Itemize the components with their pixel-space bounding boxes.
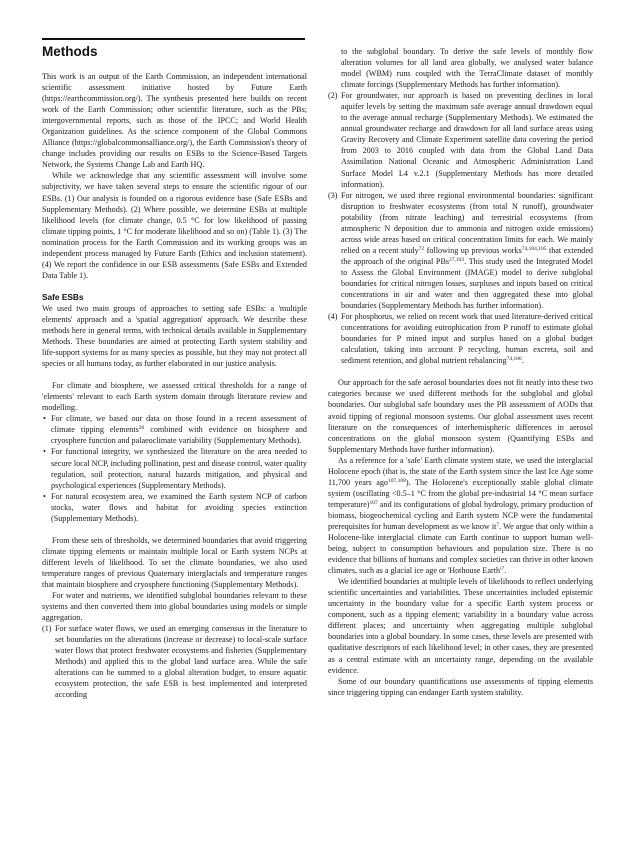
paragraph-aerosols: Our approach for the safe aerosol boundaries does not fit neatly into these two categories because we used different methods for the subglobal and global boundaries. Our subglobal safe boundary uses the PB assessment of AODs that avoid tipping of regional monsoon systems. Our global assessment uses recent literature on the consequences of interhemispheric differences in aerosol concentrations on the global monsoon system (Quantifying ESBs and Supplementary Methods have further information). xyxy=(328,378,593,454)
numbered-list xyxy=(42,623,307,700)
paragraph-tipping: Some of our boundary quantifications use assessments of tipping elements since triggering tipping can endanger Earth system stability. xyxy=(328,676,593,697)
list-item: (1) For surface water flows, we used an emerging consensus in the literature to set boundaries on the alterations (increase or decrease) to local-scale surface water flows that protect freshwater ecosystems and fisheries (Supplementary Methods) and applied this to the global land surface area. While the safe alterations can be summed to a global alteration budget, to ensure aquatic ecosystem protection, the safe ESB is best implemented and interpreted according xyxy=(42,624,307,700)
paragraph-likelihoods: We identified boundaries at multiple levels of likelihoods to reflect underlying scientific uncertainties and variabilities. These uncertainties included epistemic uncertainty in the boundary value for a specific Earth system process or component, such as a tipping element; variability in a boundary value across different places; and uncertainty when aggregating multiple subglobal boundaries into a global boundary. In some cases, these levels are presented with qualitative descriptors of each likelihood level; in other cases, they are presented as a central estimate with an uncertainty range, depending on the available evidence. xyxy=(328,577,593,675)
paragraph-approaches: We used two main groups of approaches to setting safe ESBs: a 'multiple elements' approach and a 'spatial aggregation' approach. We describe these methods here in general terms, with technical details available in Supplementary Methods. These boundaries are aimed at protecting Earth system stability and life-support systems for as many species as possible, but they may not protect all species or all humans today, as further elaborated in our justice analysis. xyxy=(42,303,307,369)
list-item: (2) For groundwater, our approach is based on preventing declines in local aquifer levels by setting the maximum safe average annual drawdown equal to the average annual recharge (Supplementary Methods). We estimated the annual groundwater recharge and drawdown for all land surface areas using Gravity Recovery and Climate Experiment satellite data covering the period from 2003 to 2016 coupled with data from the Global Land Data Assimilation National Oceanic and Atmospheric Administration Land Surface Model L4 v.2.1 (Supplementary Methods has more detailed information). xyxy=(328,91,593,189)
right-column xyxy=(328,46,593,698)
section-rule xyxy=(42,38,305,40)
list-item: • For functional integrity, we synthesized the literature on the area needed to secure local NCP, including pollination, pest and disease control, water quality regulation, soil protection, natural hazards mitigation, and physical and psychological experiences (Supplementary Methods). xyxy=(42,446,307,490)
paragraph-water-nutrients: For water and nutrients, we identified subglobal boundaries relevant to these systems and then converted them into global boundaries using models or simple aggregation. xyxy=(42,591,307,623)
list-item: to the subglobal boundary. To derive the safe levels of monthly flow alteration volumes for all land area globally, we analysed water balance model (WBM) runs coupled with the TerraClimate dataset of monthly climate forcings (Supplementary Methods has further information). xyxy=(341,47,593,90)
subsection-heading: Safe ESBs xyxy=(42,291,84,302)
paragraph-climate-biosphere: For climate and biosphere, we assessed critical thresholds for a range of 'elements' relevant to each Earth system domain through literature review and modelling. xyxy=(42,381,307,413)
left-column xyxy=(42,44,307,700)
list-item: • For climate, we based our data on those found in a recent assessment of climate tipping elements$^{26}$ combined with evidence on biosphere and cryosphere function and palaeoclimate variability (Supplementary Methods). xyxy=(42,413,307,446)
paragraph-holocene: As a reference for a 'safe' Earth climate system state, we used the interglacial Holocene epoch (that is, the state of the Earth system since the last Ice Age some 11,700 years ago$^{107,108}$). The Holocene's exceptionally stable global climate system (oscillating <0.5–1 °C from the global pre-industrial 14 °C mean surface temperature)$^{107}$ and its configurations of global hydrology, primary production of biomass, biogeochemical cycling and Earth system NCP were the fundamental prerequisites for human development as we know $it^7$. We argue that only within a Holocene-like interglacial climate can Earth continue to support human well-being, subject to consumption behaviours and population size. There is no evidence that billions of humans and complex societies can thrive in other known climates, such as a glacial ice age or 'Hothouse $Earth'^7$. xyxy=(328,455,594,576)
paragraph-rigour: While we acknowledge that any scientific assessment will involve some subjectivity, we have taken several steps to ensure the scientific rigour of our ESBs. (1) Our analysis is founded on a rigorous evidence base (Safe ESBs and Supplementary Methods). (2) Where possible, we determine ESBs at multiple likelihood levels (for climate change, 0.5 °C for low likelihood of passing climate tipping points, 1 °C for moderate likelihood and so on) (Table 1). (3) The nomination process for the Earth Commission and its working groups was an independent process managed by Future Earth (Ethics and inclusion statement). (4) We report the confidence in our ESB assessments (Safe ESBs and Extended Data Table 1). xyxy=(42,171,307,280)
paragraph-intro: This work is an output of the Earth Commission, an independent international scientific assessment initiative hosted by Future Earth (https://earthcommission.org/). The synthesis presented here builds on recent work of the Earth Commission; other scientific literature, such as the PBs; intergovernmental reports, such as those of the IPCC; and World Health Organization guidelines. As the science component of the Global Commons Alliance (https://globalcommonsalliance.org/), the Earth Commission's theory of change includes providing our results on ESBs to the Science-Based Targets Network, the Systems Change Lab and Earth HQ. xyxy=(42,72,307,170)
paragraph-thresholds: From these sets of thresholds, we determined boundaries that avoid triggering climate tipping elements or maintain multiple local or Earth system NCPs at different levels of likelihood. To set the climate boundaries, we also used temperature ranges of previous Quaternary interglacials and temperature ranges that maintain biosphere and cryosphere functioning (Supplementary Methods). xyxy=(42,535,307,589)
numbered-list xyxy=(328,46,593,366)
section-title: Methods xyxy=(42,44,98,59)
bullet-list xyxy=(42,413,307,523)
list-item: (4) For phosphorus, we relied on recent work that used literature-derived critical concentrations for avoiding eutrophication from P runoff to estimate global boundaries for P mined input and surplus based on a global budget calculation, taking into account P recycling, human excreta, soil and sediment retention, and global nutrient rebalancing$^{74,106}$. xyxy=(328,312,593,366)
list-item: (3) For nitrogen, we used three regional environmental boundaries: significant disruption to freshwater ecosystems (from total N runoff), groundwater potability (from nitrate leaching) and terrestrial ecosystems (from atmospheric N deposition due to ammonia and nitrogen oxide emissions) across wide areas based on critical concentration limits for each. We mainly relied on a recent study$^{72}$ following up previous works$^{74,104,105}$ that extended the approach of the original PBs$^{27,103}$. This study used the Integrated Model to Assess the Global Environment (IMAGE) model to derive subglobal boundaries for critical nitrogen losses, surpluses and inputs based on critical concentrations in air and water and then aggregated these into global boundaries (Supplementary Methods has further information). xyxy=(328,190,593,311)
list-item: • For natural ecosystem area, we examined the Earth system NCP of carbon stocks, water flows and habitat for avoiding species extinction (Supplementary Methods). xyxy=(42,491,307,524)
